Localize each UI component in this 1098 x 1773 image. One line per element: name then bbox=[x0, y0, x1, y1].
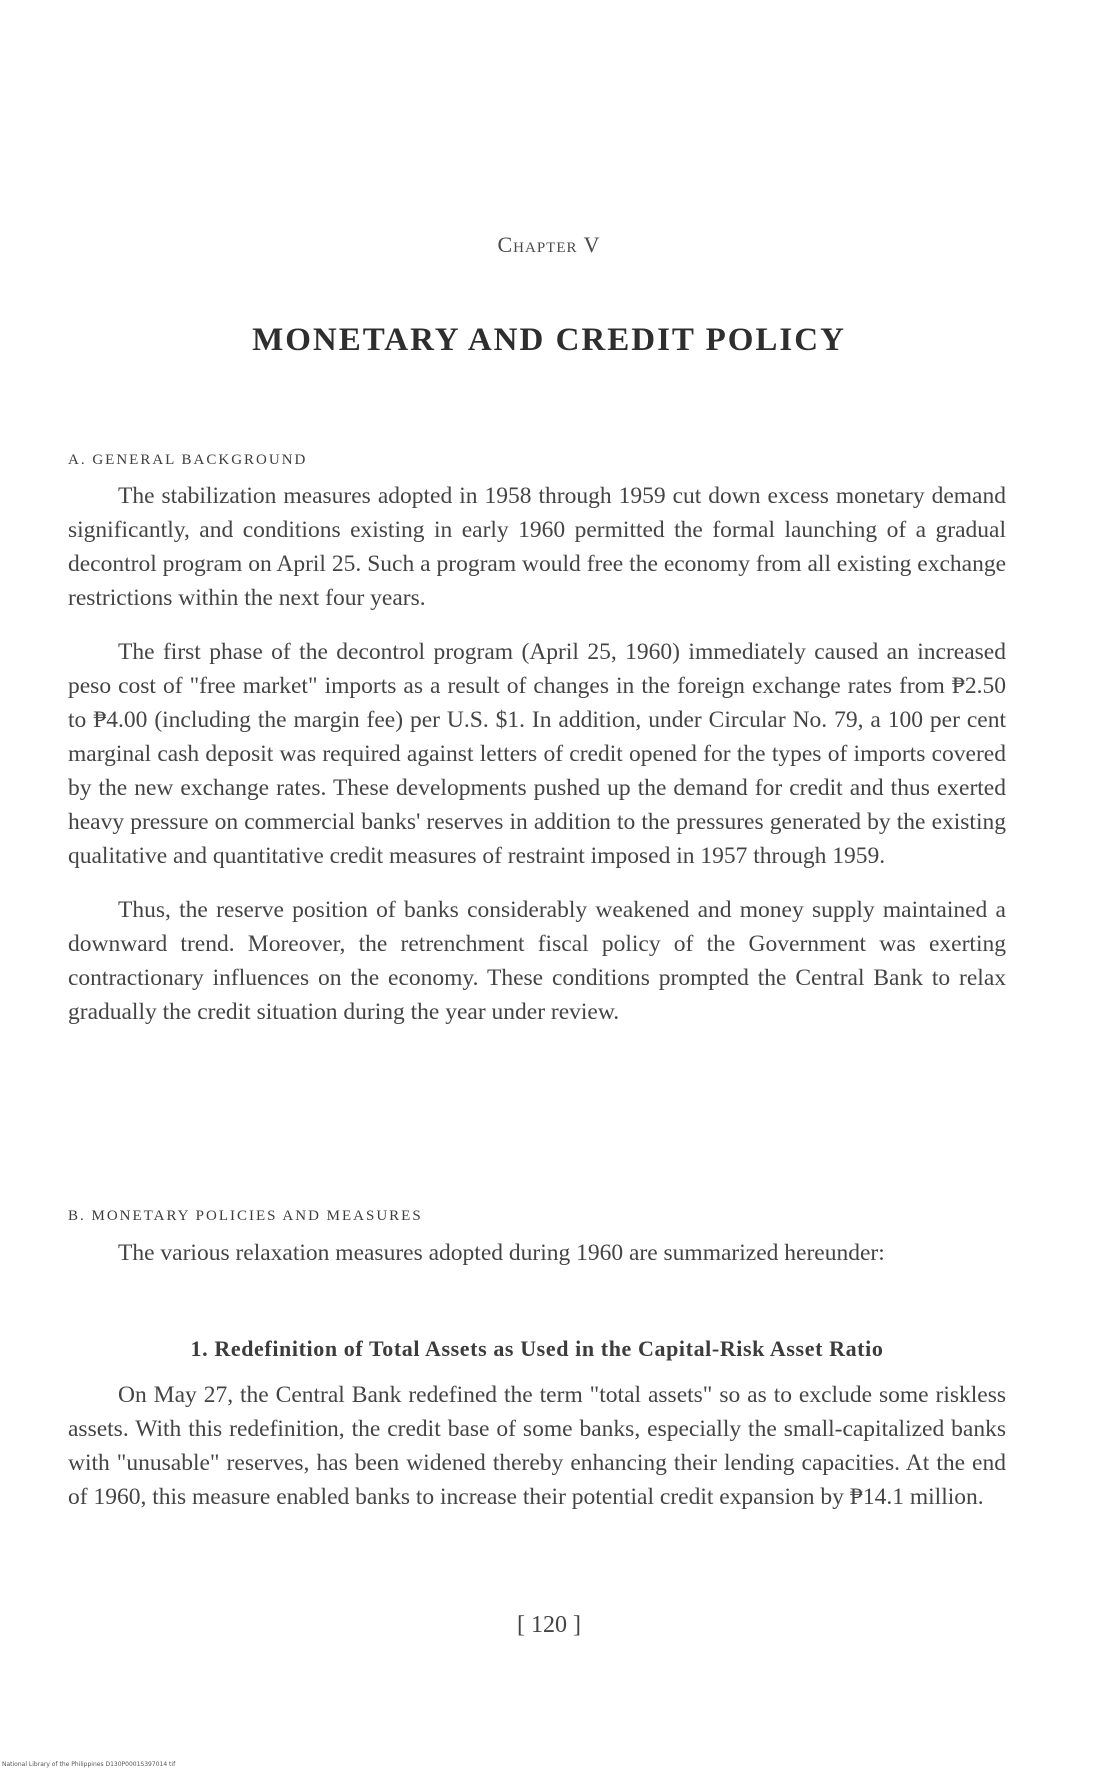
section-heading-general-background: A. GENERAL BACKGROUND bbox=[68, 452, 308, 468]
section-general-background-body bbox=[68, 479, 1006, 1029]
paragraph-reserve-position: Thus, the reserve position of banks considerably weakened and money supply maintained a downward trend. Moreover, the retrenchment fiscal policy of the Government was exerting contractionary influences on the economy. These conditions prompted the Central Bank to relax gradually the credit situation during the year under review. bbox=[68, 897, 1006, 1025]
scan-footer-stamp: National Library of the Philippines D130P0001S397014 tif bbox=[2, 1761, 176, 1768]
paragraph-relaxation-measures: The various relaxation measures adopted during 1960 are summarized hereunder: bbox=[118, 1240, 885, 1266]
paragraph-decontrol-phase: The first phase of the decontrol program (April 25, 1960) immediately caused an increased peso cost of "free market" imports as a result of changes in the foreign exchange rates from ₱2.50 to ₱4.00 (including the margin fee) per U.S. $1. In addition, under Circular No. 79, a 100 per cent marginal cash deposit was required against letters of credit opened for the types of imports covered by the new exchange rates. These developments pushed up the demand for credit and thus exerted heavy pressure on commercial banks' reserves in addition to the pressures generated by the existing qualitative and quantitative credit measures of restraint imposed in 1957 through 1959. bbox=[68, 639, 1006, 869]
section-heading-monetary-policies: B. MONETARY POLICIES AND MEASURES bbox=[68, 1208, 423, 1224]
section-monetary-policies-body bbox=[68, 1236, 1006, 1270]
subsection-heading-redefinition: 1. Redefinition of Total Assets as Used in the Capital-Risk Asset Ratio bbox=[190, 1336, 884, 1361]
page-title: MONETARY AND CREDIT POLICY bbox=[252, 322, 846, 358]
paragraph-stabilization: The stabilization measures adopted in 1958 through 1959 cut down excess monetary demand significantly, and conditions existing in early 1960 permitted the formal launching of a gradual decontrol program on April 25. Such a program would free the economy from all existing exchange restrictions within the next four years. bbox=[68, 483, 1006, 611]
subsection-redefinition-body bbox=[68, 1378, 1006, 1514]
chapter-label: Chapter V bbox=[497, 232, 601, 257]
paragraph-total-assets: On May 27, the Central Bank redefined the term "total assets" so as to exclude some riskless assets. With this redefinition, the credit base of some banks, especially the small-capitalized banks with "unusable" reserves, has been widened thereby enhancing their lending capacities. At the end of 1960, this measure enabled banks to increase their potential credit expansion by ₱14.1 million. bbox=[68, 1382, 1006, 1510]
page-number: [ 120 ] bbox=[517, 1612, 581, 1638]
